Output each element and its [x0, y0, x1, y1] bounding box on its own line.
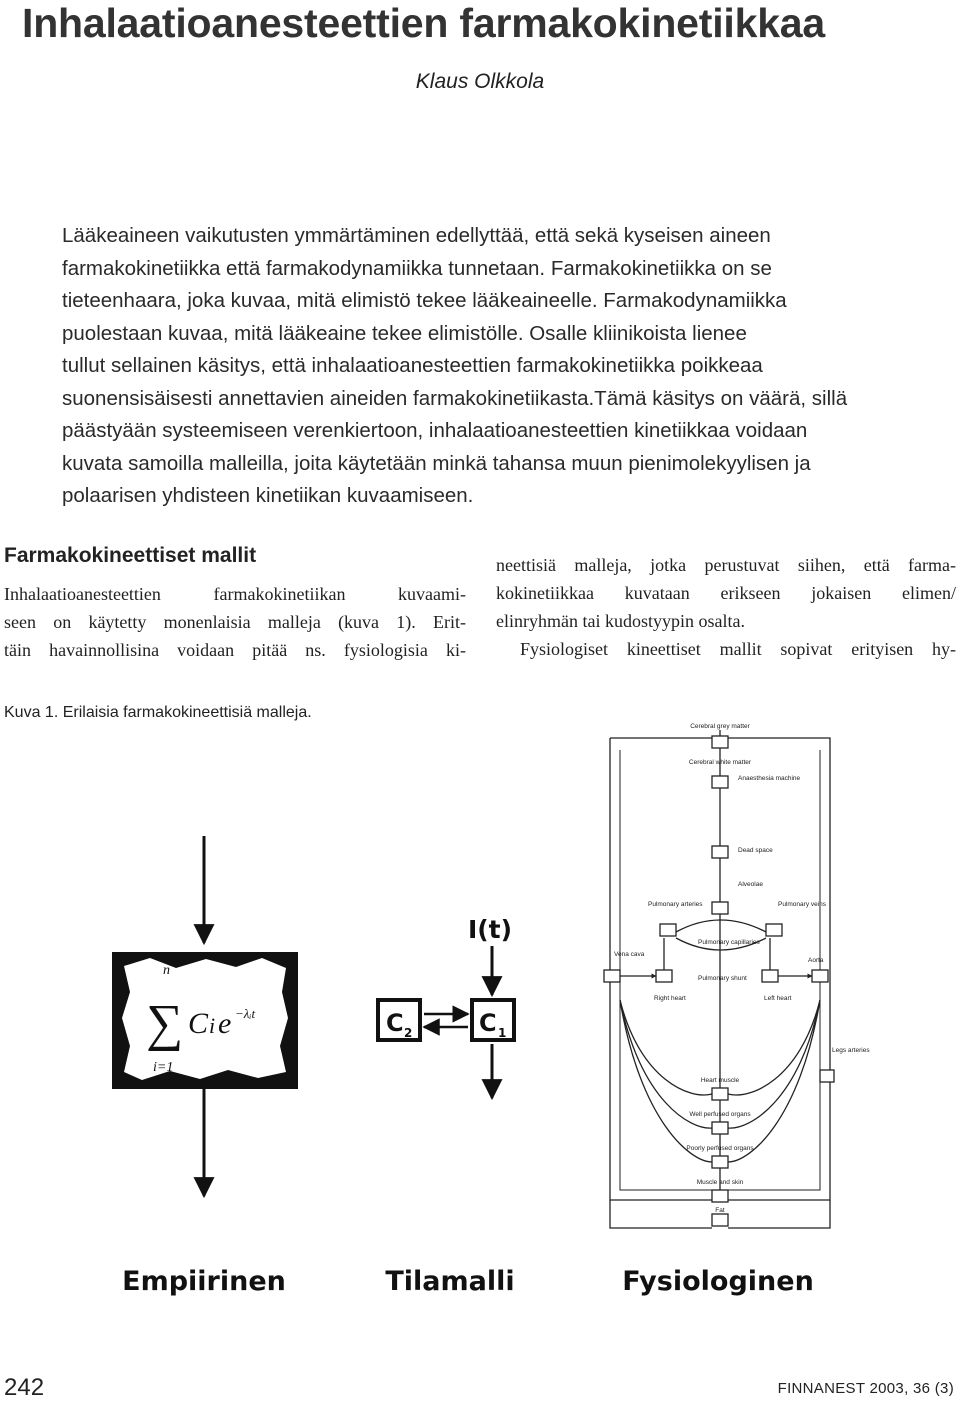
- label-pulmonary-veins: Pulmonary veins: [778, 901, 827, 908]
- box-poorly-perfused: [712, 1156, 728, 1168]
- label-heart-muscle: Heart muscle: [700, 1077, 740, 1084]
- figure-1: [0, 700, 960, 1320]
- box-right-heart: [656, 970, 672, 982]
- supply-curve-3: [728, 1000, 820, 1162]
- empirical-model: [112, 836, 298, 1297]
- box-vena-cava: [604, 970, 620, 982]
- box-anaesthesia-machine: [712, 776, 728, 788]
- box-aorta: [812, 970, 828, 982]
- input-label: I(t): [467, 915, 513, 944]
- box-pulmonary-veins: [766, 924, 782, 936]
- capillary-curve: [676, 920, 766, 932]
- formula-exponent: −λᵢt: [235, 1006, 256, 1021]
- abstract: [62, 220, 902, 513]
- formula-exp-base: e: [218, 1007, 232, 1040]
- article-title: Inhalaatioanesteettien farmakokinetiikkaa: [22, 0, 826, 46]
- box-fat: [712, 1214, 728, 1226]
- return-curve-3: [620, 1000, 712, 1162]
- abstract-line: puolestaan kuvaa, mitä lääkeaine tekee elimistölle. Osalle kliinikoista lienee: [62, 321, 747, 345]
- label-pulmonary-shunt: Pulmonary shunt: [698, 975, 747, 982]
- label-empirical: Empiirinen: [122, 1266, 286, 1297]
- c2-letter: C: [386, 1009, 404, 1037]
- label-muscle-skin: Muscle and skin: [696, 1179, 744, 1186]
- body-line: kokinetiikkaa kuvataan erikseen jokaisen elimen/: [496, 583, 956, 603]
- sum-upper-limit: n: [163, 963, 170, 978]
- label-well-perfused: Well perfused organs: [689, 1111, 751, 1118]
- label-compartment: Tilamalli: [385, 1266, 515, 1297]
- label-physiological: Fysiologinen: [622, 1266, 814, 1297]
- formula-index: i: [209, 1013, 216, 1038]
- abstract-line: tieteenhaara, joka kuvaa, mitä elimistö tekee lääkeaineelle. Farmakodynamiikka: [62, 289, 787, 312]
- body-column-right: [496, 551, 956, 663]
- label-cerebral-grey: Cerebral grey matter: [690, 723, 750, 730]
- section-heading: Farmakokineettiset mallit: [4, 544, 257, 567]
- label-pulmonary-arteries: Pulmonary arteries: [648, 901, 703, 908]
- label-pulmonary-capillaries: Pulmonary capillaries: [698, 939, 760, 946]
- label-fat: Fat: [715, 1207, 725, 1214]
- label-anaesthesia-machine: Anaesthesia machine: [738, 775, 801, 782]
- box-muscle-skin: [712, 1190, 728, 1202]
- abstract-line: suonensisäisesti annettavien aineiden farmakokinetiikasta.Tämä käsitys on väärä, sillä: [62, 386, 848, 410]
- c1-index: 1: [498, 1026, 507, 1040]
- label-dead-space: Dead space: [738, 847, 773, 854]
- sum-lower-limit: i=1: [153, 1060, 174, 1075]
- label-legs-arteries: Legs arteries: [832, 1047, 870, 1054]
- body-line: seen on käytetty monenlaisia malleja (kuva 1). Erit-: [4, 612, 466, 632]
- body-column-left: [4, 580, 466, 664]
- fat-supply: [728, 1200, 830, 1228]
- label-left-heart: Left heart: [764, 995, 792, 1002]
- c2-index: 2: [404, 1026, 413, 1040]
- box-legs: [820, 1070, 834, 1082]
- box-pulmonary-arteries: [660, 924, 676, 936]
- abstract-line: polaarisen yhdisteen kinetiikan kuvaamiseen.: [62, 484, 474, 507]
- compartment-model: [378, 915, 515, 1297]
- body-line: Inhalaatioanesteettien farmakokinetiikan kuvaami-: [4, 584, 466, 604]
- label-cerebral-white: Cerebral white matter: [688, 759, 752, 766]
- body-line: Fysiologiset kineettiset mallit sopivat erityisen hy-: [520, 639, 956, 659]
- box-cerebral: [712, 736, 728, 748]
- author-name: Klaus Olkkola: [415, 70, 545, 93]
- abstract-line: farmakokinetiikka että farmakodynamiikka tunnetaan. Farmakokinetiikka on se: [62, 256, 772, 280]
- fat-return: [610, 1200, 712, 1228]
- body-line: elinryhmän tai kudostyypin osalta.: [496, 611, 745, 631]
- formula-coefficient: C: [188, 1007, 209, 1040]
- sum-sign: ∑: [146, 995, 184, 1052]
- box-alveolae: [712, 902, 728, 914]
- box-left-heart: [762, 970, 778, 982]
- physiological-labels: [614, 723, 870, 1297]
- c1-letter: C: [479, 1009, 497, 1037]
- abstract-line: kuvata samoilla malleilla, joita käytetään minkä tahansa muun pienimolekyylisen ja: [62, 451, 811, 475]
- label-alveolae: Alveolae: [738, 881, 763, 888]
- journal-citation: FINNANEST 2003, 36 (3): [777, 1380, 954, 1397]
- return-curve-2: [620, 1000, 712, 1128]
- label-vena-cava: Vena cava: [614, 951, 645, 958]
- label-right-heart: Right heart: [654, 995, 686, 1002]
- abstract-line: tullut sellainen käsitys, että inhalaatioanesteettien farmakokinetiikka poikkeaa: [62, 354, 763, 377]
- abstract-line: päästyään systeemiseen verenkiertoon, inhalaatioanesteettien kinetiikkaa voidaan: [62, 419, 808, 442]
- supply-curve-2: [728, 1000, 820, 1128]
- label-aorta: Aorta: [808, 957, 824, 964]
- page-number: 242: [4, 1374, 45, 1401]
- label-poorly-perfused: Poorly perfused organs: [686, 1145, 754, 1152]
- box-well-perfused: [712, 1122, 728, 1134]
- abstract-line: Lääkeaineen vaikutusten ymmärtäminen edellyttää, että sekä kyseisen aineen: [62, 224, 771, 247]
- box-dead-space: [712, 846, 728, 858]
- body-line: täin havainnollisina voidaan pitää ns. fysiologisia ki-: [4, 640, 466, 660]
- box-heart-muscle: [712, 1088, 728, 1100]
- body-line: neettisiä malleja, jotka perustuvat siihen, että farma-: [496, 555, 956, 575]
- figure-caption: Kuva 1. Erilaisia farmakokineettisiä malleja.: [4, 704, 312, 721]
